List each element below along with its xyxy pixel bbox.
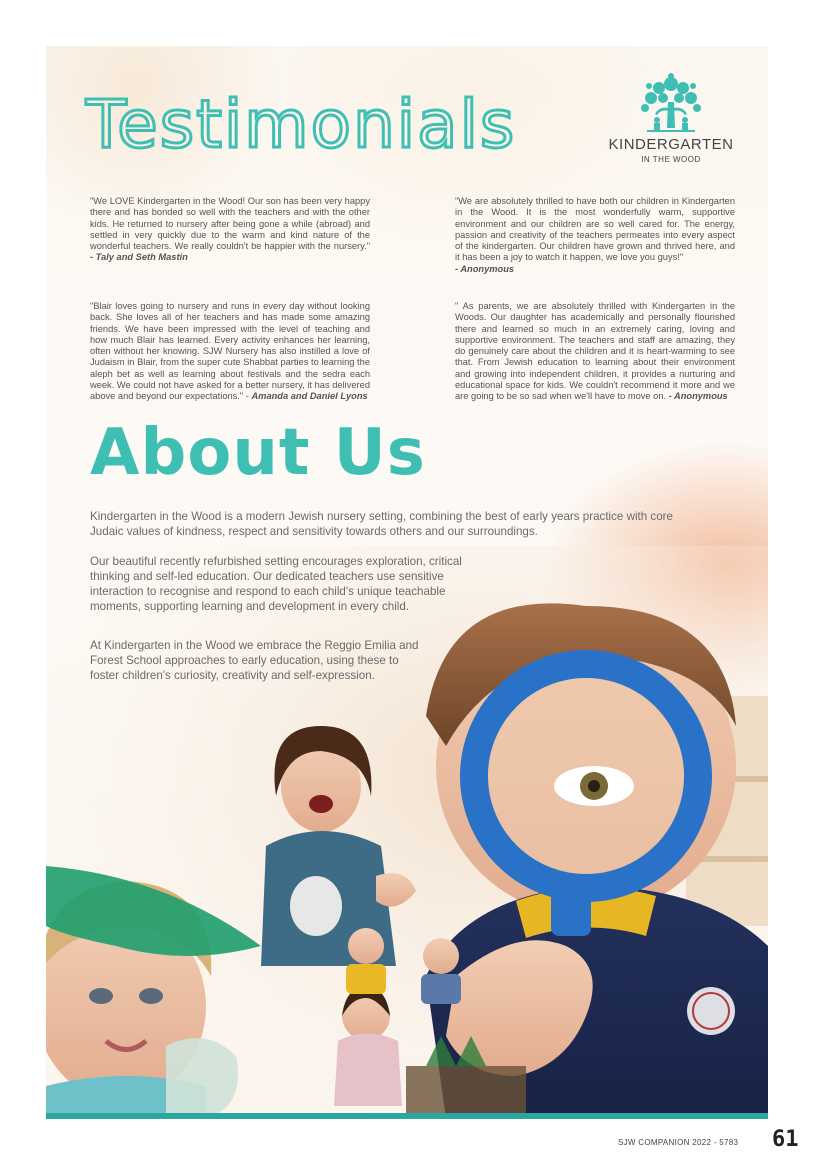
- about-paragraph-3: At Kindergarten in the Wood we embrace the Reggio Emilia and Forest School approaches to early education, using these to foster children's curiosity, creativity and self-expression.: [90, 639, 419, 682]
- testimonials-title: Testimonials: [86, 86, 517, 163]
- testimonial-text: "We LOVE Kindergarten in the Wood! Our son has been very happy there and has bonded so well with the teachers and with the other kids. He returned to nursery after being gone a while (abroad) and settled in very quickly due to the warm and kind nature of the wonderful teachers. We really couldn't be happier with the nursery.": [90, 196, 370, 252]
- about-paragraph-2: Our beautiful recently refurbished setting encourages exploration, critical thinking and self-led education. Our dedicated teachers use sensitive interaction to recognise and respond to each child's unique teachable moments, supporting learning and development in every child.: [90, 555, 462, 613]
- bottom-rule: [46, 1113, 768, 1119]
- testimonial-3: [90, 301, 370, 403]
- logo-subtitle: IN THE WOOD: [641, 155, 701, 164]
- testimonial-1: [90, 196, 370, 264]
- kindergarten-logo: [606, 72, 736, 164]
- about-paragraph-1: Kindergarten in the Wood is a modern Jewish nursery setting, combining the best of early years practice with core Judaic values of kindness, respect and sensitivity towards others and our surroundings.: [90, 510, 673, 538]
- testimonial-4: [455, 301, 735, 403]
- logo-name: KINDERGARTEN: [608, 136, 734, 153]
- page-content: [46, 46, 768, 1119]
- about-us-title: About Us: [90, 416, 426, 490]
- children-photo-collage: [46, 546, 768, 1119]
- testimonial-text: "Blair loves going to nursery and runs in every day without looking back. She loves all of her teachers and has made some amazing friends. We have been impressed with the level of teaching and how much Blair has learned. Every activity enhances her learning, often without her knowing. SJW Nursery has also instilled a love of Judaism in Blair, from the super cute Shabbat parties to learning the aleph bet as well as learning about festivals and the sedra each week. We could not have asked for a better nursery, it has delivered above and beyond our expectations." -: [90, 301, 370, 402]
- testimonial-author: Amanda and Daniel Lyons: [251, 391, 368, 402]
- tree-icon: [633, 72, 709, 134]
- testimonial-author: - Anonymous: [455, 263, 515, 274]
- page-number: 61: [772, 1127, 799, 1152]
- testimonial-text: "We are absolutely thrilled to have both our children in Kindergarten in the Wood. It is the most wonderfully warm, supportive environment and our children are so well cared for. The energy, passion and creativity of the teachers permeates into every aspect of the kindergarten. Our children have grown and thrived here, and it has been a joy to watch it happen, we love you guys!": [455, 196, 735, 263]
- publication-footer: SJW COMPANION 2022 - 5783: [618, 1138, 739, 1147]
- testimonial-2: [455, 196, 735, 275]
- testimonial-text: " As parents, we are absolutely thrilled with Kindergarten in the Woods. Our daughter has academically and personally flourished there and learned so much in an extremely caring, loving and supportive environment. The teachers and staff are amazing, they do genuinely care about the children and it is heart-warming to see that. From Jewish education to learning about their environment and growing into independent children, it provides a nurturing and educational space for kids. We couldn't recommend it more and we are going to be so sad when we'll have to move on.: [455, 301, 735, 402]
- testimonial-author: - Anonymous: [666, 391, 728, 402]
- testimonial-author: - Taly and Seth Mastin: [90, 252, 188, 263]
